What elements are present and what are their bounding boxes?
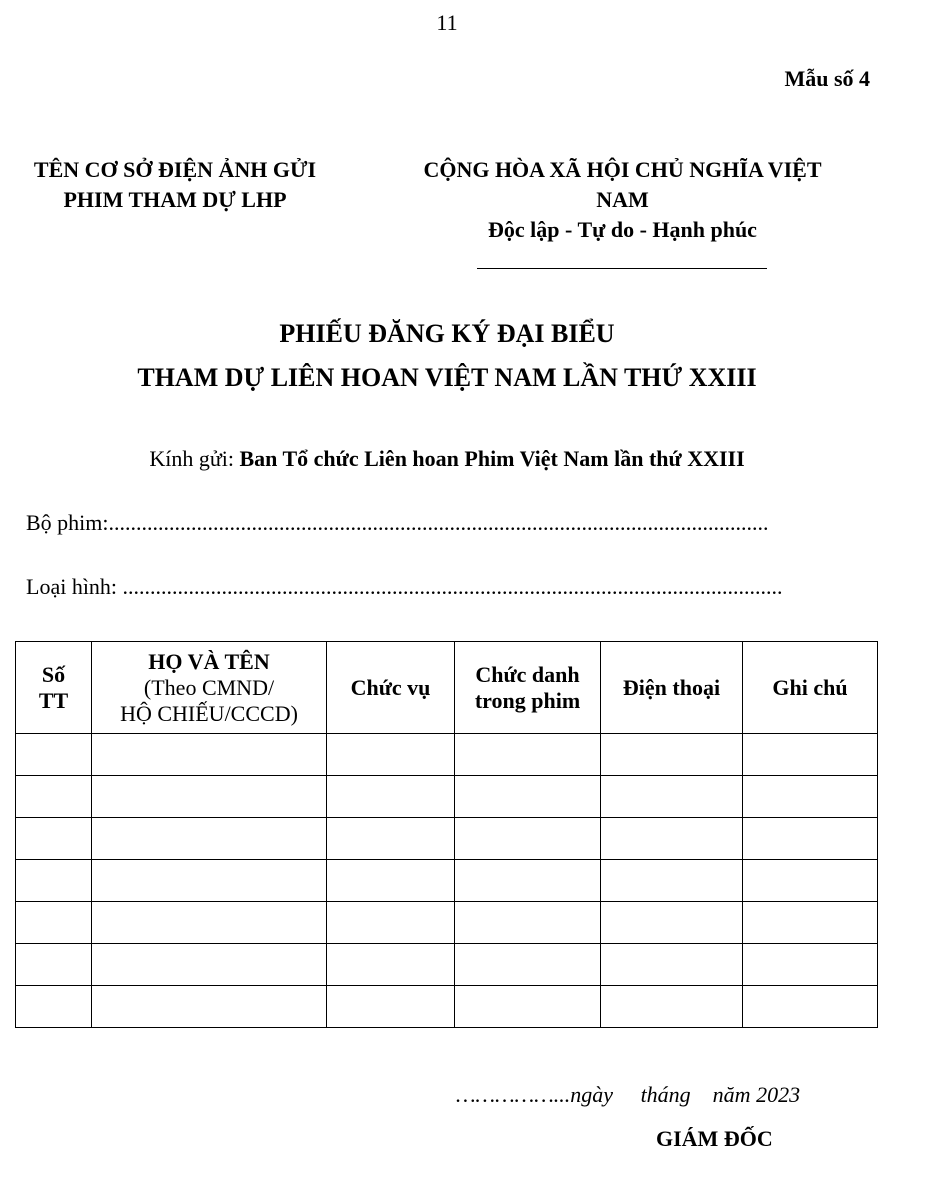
header-note: Ghi chú bbox=[743, 642, 878, 734]
cell-position[interactable] bbox=[327, 734, 455, 776]
cell-film-role[interactable] bbox=[455, 860, 601, 902]
recipient-line bbox=[0, 446, 894, 472]
nation-name-line-2: NAM bbox=[596, 187, 649, 212]
header-stt: Số TT bbox=[16, 642, 92, 734]
national-motto: Độc lập - Tự do - Hạnh phúc bbox=[488, 217, 757, 242]
cell-film-role[interactable] bbox=[455, 818, 601, 860]
cell-film-role[interactable] bbox=[455, 902, 601, 944]
organization-line-1: TÊN CƠ SỞ ĐIỆN ẢNH GỬI bbox=[33, 157, 317, 182]
header-full-name: HỌ VÀ TÊN (Theo CMND/ HỘ CHIẾU/CCCD) bbox=[92, 642, 327, 734]
cell-position[interactable] bbox=[327, 818, 455, 860]
cell-stt[interactable] bbox=[16, 776, 92, 818]
type-field[interactable] bbox=[26, 574, 866, 600]
cell-stt[interactable] bbox=[16, 860, 92, 902]
table-row bbox=[16, 944, 878, 986]
cell-phone[interactable] bbox=[601, 986, 743, 1028]
cell-phone[interactable] bbox=[601, 734, 743, 776]
cell-position[interactable] bbox=[327, 860, 455, 902]
cell-note[interactable] bbox=[743, 860, 878, 902]
cell-phone[interactable] bbox=[601, 818, 743, 860]
table-row bbox=[16, 818, 878, 860]
cell-stt[interactable] bbox=[16, 818, 92, 860]
cell-stt[interactable] bbox=[16, 944, 92, 986]
national-header bbox=[385, 155, 860, 245]
table-row bbox=[16, 776, 878, 818]
cell-film-role[interactable] bbox=[455, 776, 601, 818]
page-number: 11 bbox=[436, 10, 458, 35]
table-header-row bbox=[16, 642, 878, 734]
header-position: Chức vụ bbox=[327, 642, 455, 734]
cell-film-role[interactable] bbox=[455, 944, 601, 986]
table-row bbox=[16, 734, 878, 776]
film-fill-dots: ........................................................................................................................ bbox=[108, 510, 769, 535]
film-label: Bộ phim: bbox=[26, 510, 109, 535]
cell-full-name[interactable] bbox=[92, 818, 327, 860]
cell-full-name[interactable] bbox=[92, 944, 327, 986]
cell-film-role[interactable] bbox=[455, 986, 601, 1028]
delegate-table bbox=[15, 641, 878, 1028]
date-line: ……………...ngày tháng năm 2023 bbox=[456, 1082, 801, 1107]
table-row bbox=[16, 986, 878, 1028]
title-line-2: THAM DỰ LIÊN HOAN VIỆT NAM LẦN THỨ XXIII bbox=[137, 363, 757, 392]
cell-full-name[interactable] bbox=[92, 902, 327, 944]
organization-line-2: PHIM THAM DỰ LHP bbox=[63, 187, 287, 212]
cell-full-name[interactable] bbox=[92, 734, 327, 776]
cell-note[interactable] bbox=[743, 902, 878, 944]
title-line-1: PHIẾU ĐĂNG KÝ ĐẠI BIỂU bbox=[279, 319, 615, 348]
header-film-role: Chức danh trong phim bbox=[455, 642, 601, 734]
cell-full-name[interactable] bbox=[92, 860, 327, 902]
cell-phone[interactable] bbox=[601, 944, 743, 986]
cell-position[interactable] bbox=[327, 776, 455, 818]
cell-note[interactable] bbox=[743, 734, 878, 776]
recipient-prefix: Kính gửi: bbox=[149, 446, 240, 471]
cell-note[interactable] bbox=[743, 818, 878, 860]
film-field[interactable] bbox=[26, 510, 866, 536]
cell-note[interactable] bbox=[743, 986, 878, 1028]
cell-full-name[interactable] bbox=[92, 986, 327, 1028]
nation-name-line-1: CỘNG HÒA XÃ HỘI CHỦ NGHĨA VIỆT bbox=[423, 157, 822, 182]
signer-title: GIÁM ĐỐC bbox=[656, 1126, 773, 1151]
cell-phone[interactable] bbox=[601, 776, 743, 818]
cell-note[interactable] bbox=[743, 776, 878, 818]
cell-position[interactable] bbox=[327, 944, 455, 986]
table-row bbox=[16, 902, 878, 944]
type-fill-dots: ........................................................................................................................ bbox=[122, 574, 783, 599]
cell-stt[interactable] bbox=[16, 986, 92, 1028]
motto-underline bbox=[477, 268, 767, 269]
cell-full-name[interactable] bbox=[92, 776, 327, 818]
document-title bbox=[0, 312, 894, 400]
cell-film-role[interactable] bbox=[455, 734, 601, 776]
cell-phone[interactable] bbox=[601, 860, 743, 902]
table-row bbox=[16, 860, 878, 902]
header-phone: Điện thoại bbox=[601, 642, 743, 734]
recipient-name: Ban Tổ chức Liên hoan Phim Việt Nam lần thứ XXIII bbox=[239, 446, 745, 471]
organization-block bbox=[10, 155, 340, 215]
cell-note[interactable] bbox=[743, 944, 878, 986]
cell-position[interactable] bbox=[327, 986, 455, 1028]
cell-phone[interactable] bbox=[601, 902, 743, 944]
cell-stt[interactable] bbox=[16, 734, 92, 776]
cell-position[interactable] bbox=[327, 902, 455, 944]
type-label: Loại hình: bbox=[26, 574, 123, 599]
form-code: Mẫu số 4 bbox=[784, 66, 870, 91]
cell-stt[interactable] bbox=[16, 902, 92, 944]
